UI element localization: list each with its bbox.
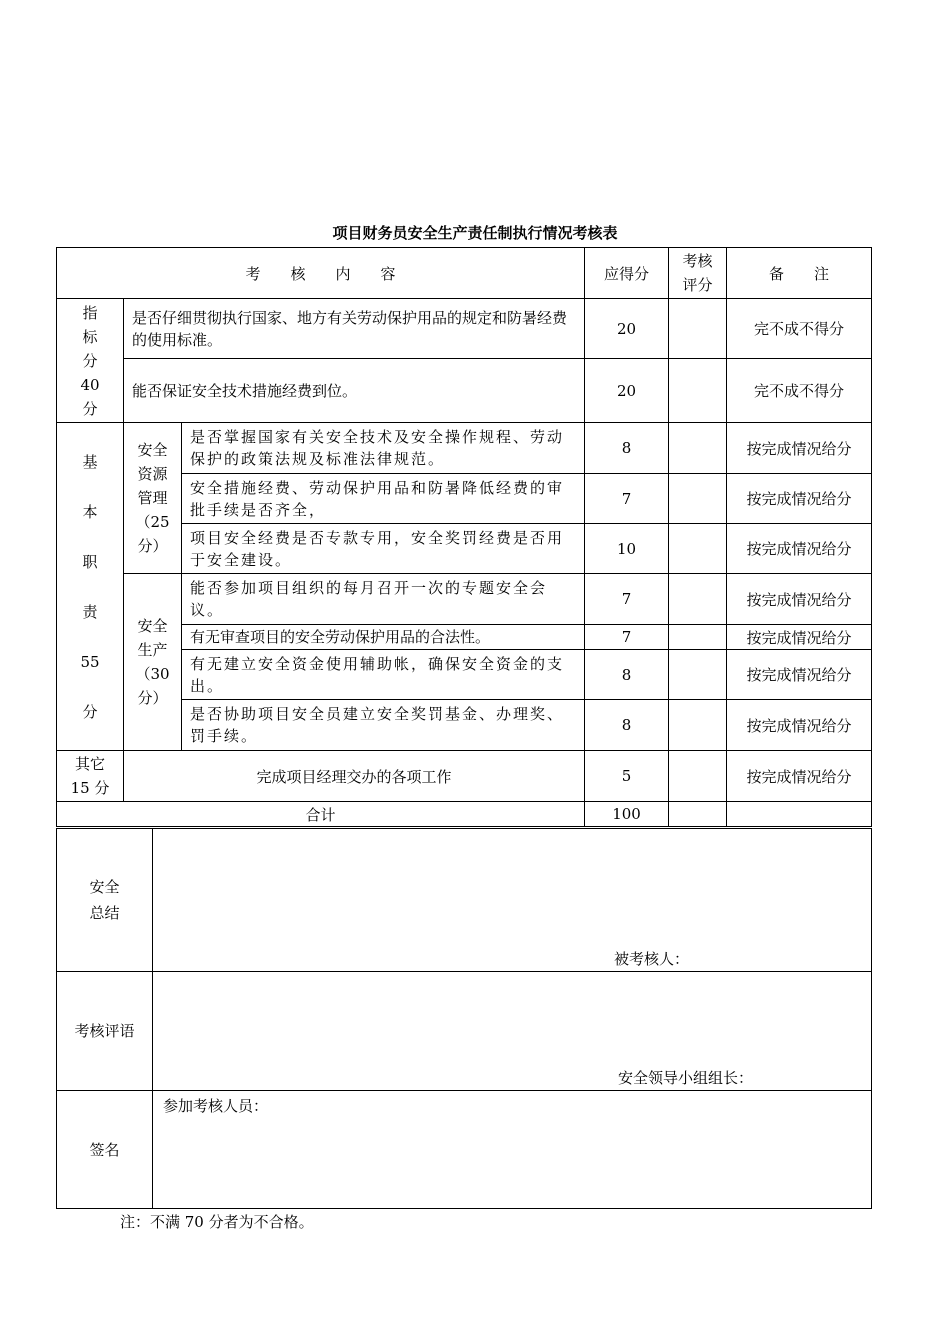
criterion-text: 完成项目经理交办的各项工作 [124, 751, 585, 802]
header-rating-line2: 评分 [682, 276, 713, 294]
max-score: 20 [585, 359, 669, 423]
criterion-text: 是否仔细贯彻执行国家、地方有关劳动保护用品的规定和防暑经费的使用标准。 [124, 299, 585, 359]
remark: 按完成情况给分 [727, 524, 872, 574]
criterion-text: 有无审查项目的安全劳动保护用品的合法性。 [182, 625, 585, 650]
remark: 按完成情况给分 [727, 423, 872, 474]
header-rating [669, 248, 727, 299]
signature-label: 签名 [57, 1091, 153, 1209]
total-rating-cell[interactable] [669, 802, 727, 827]
header-rating-line1: 考核 [682, 252, 713, 270]
remark: 按完成情况给分 [727, 650, 872, 700]
remark: 完不成不得分 [727, 299, 872, 359]
remark: 按完成情况给分 [727, 751, 872, 802]
group2-sub2-label: 安全 生产 （30 分） [124, 574, 182, 751]
rating-cell[interactable] [669, 574, 727, 625]
max-score: 20 [585, 299, 669, 359]
criterion-text: 是否掌握国家有关安全技术及安全操作规程、劳动保护的政策法规及标准法律规范。 [182, 423, 585, 474]
remark: 完不成不得分 [727, 359, 872, 423]
max-score: 8 [585, 650, 669, 700]
group2-sub1-label: 安全 资源 管理 （25 分） [124, 423, 182, 574]
max-score: 8 [585, 700, 669, 751]
rating-cell[interactable] [669, 650, 727, 700]
review-signer: 安全领导小组组长： [617, 1069, 753, 1087]
criterion-text: 项目安全经费是否专款专用，安全奖罚经费是否用于安全建设。 [182, 524, 585, 574]
signature-field[interactable] [153, 1091, 872, 1209]
max-score: 10 [585, 524, 669, 574]
remark: 按完成情况给分 [727, 625, 872, 650]
rating-cell[interactable] [669, 474, 727, 524]
summary-field[interactable] [153, 829, 872, 972]
remark: 按完成情况给分 [727, 700, 872, 751]
rating-cell[interactable] [669, 299, 727, 359]
max-score: 8 [585, 423, 669, 474]
review-label: 考核评语 [57, 972, 153, 1091]
criterion-text: 有无建立安全资金使用辅助帐，确保安全资金的支出。 [182, 650, 585, 700]
total-row [57, 802, 872, 827]
header-max-score: 应得分 [585, 248, 669, 299]
table-row [57, 574, 872, 625]
rating-cell[interactable] [669, 700, 727, 751]
group2-label: 基 本 职 责 55 分 [57, 423, 124, 751]
summary-signer: 被考核人： [613, 950, 689, 968]
table-row [57, 423, 872, 474]
footnote: 注：不满 70 分者为不合格。 [120, 1213, 314, 1231]
criterion-text: 能否保证安全技术措施经费到位。 [124, 359, 585, 423]
group1-label: 指 标 分 40 分 [57, 299, 124, 423]
review-row [57, 972, 872, 1091]
rating-cell[interactable] [669, 423, 727, 474]
remark: 按完成情况给分 [727, 474, 872, 524]
max-score: 7 [585, 474, 669, 524]
summary-label: 安全 总结 [57, 829, 153, 972]
remark: 按完成情况给分 [727, 574, 872, 625]
group3-label: 其它 15 分 [57, 751, 124, 802]
rating-cell[interactable] [669, 524, 727, 574]
review-field[interactable] [153, 972, 872, 1091]
max-score: 5 [585, 751, 669, 802]
criterion-text: 能否参加项目组织的每月召开一次的专题安全会议。 [182, 574, 585, 625]
max-score: 7 [585, 625, 669, 650]
total-label: 合计 [57, 802, 585, 827]
header-row [57, 248, 872, 299]
criterion-text: 安全措施经费、劳动保护用品和防暑降低经费的审批手续是否齐全， [182, 474, 585, 524]
table-row [57, 751, 872, 802]
max-score: 7 [585, 574, 669, 625]
rating-cell[interactable] [669, 751, 727, 802]
table-row [57, 359, 872, 423]
total-remark-cell [727, 802, 872, 827]
summary-table [56, 828, 872, 1209]
signature-row [57, 1091, 872, 1209]
header-remarks: 备 注 [727, 248, 872, 299]
assessment-table [56, 247, 872, 827]
header-content: 考 核 内 容 [57, 248, 585, 299]
summary-row [57, 829, 872, 972]
page-title: 项目财务员安全生产责任制执行情况考核表 [332, 224, 618, 242]
total-score: 100 [585, 802, 669, 827]
table-row [57, 299, 872, 359]
rating-cell[interactable] [669, 625, 727, 650]
signature-participants: 参加考核人员： [163, 1097, 269, 1115]
criterion-text: 是否协助项目安全员建立安全奖罚基金、办理奖、罚手续。 [182, 700, 585, 751]
rating-cell[interactable] [669, 359, 727, 423]
